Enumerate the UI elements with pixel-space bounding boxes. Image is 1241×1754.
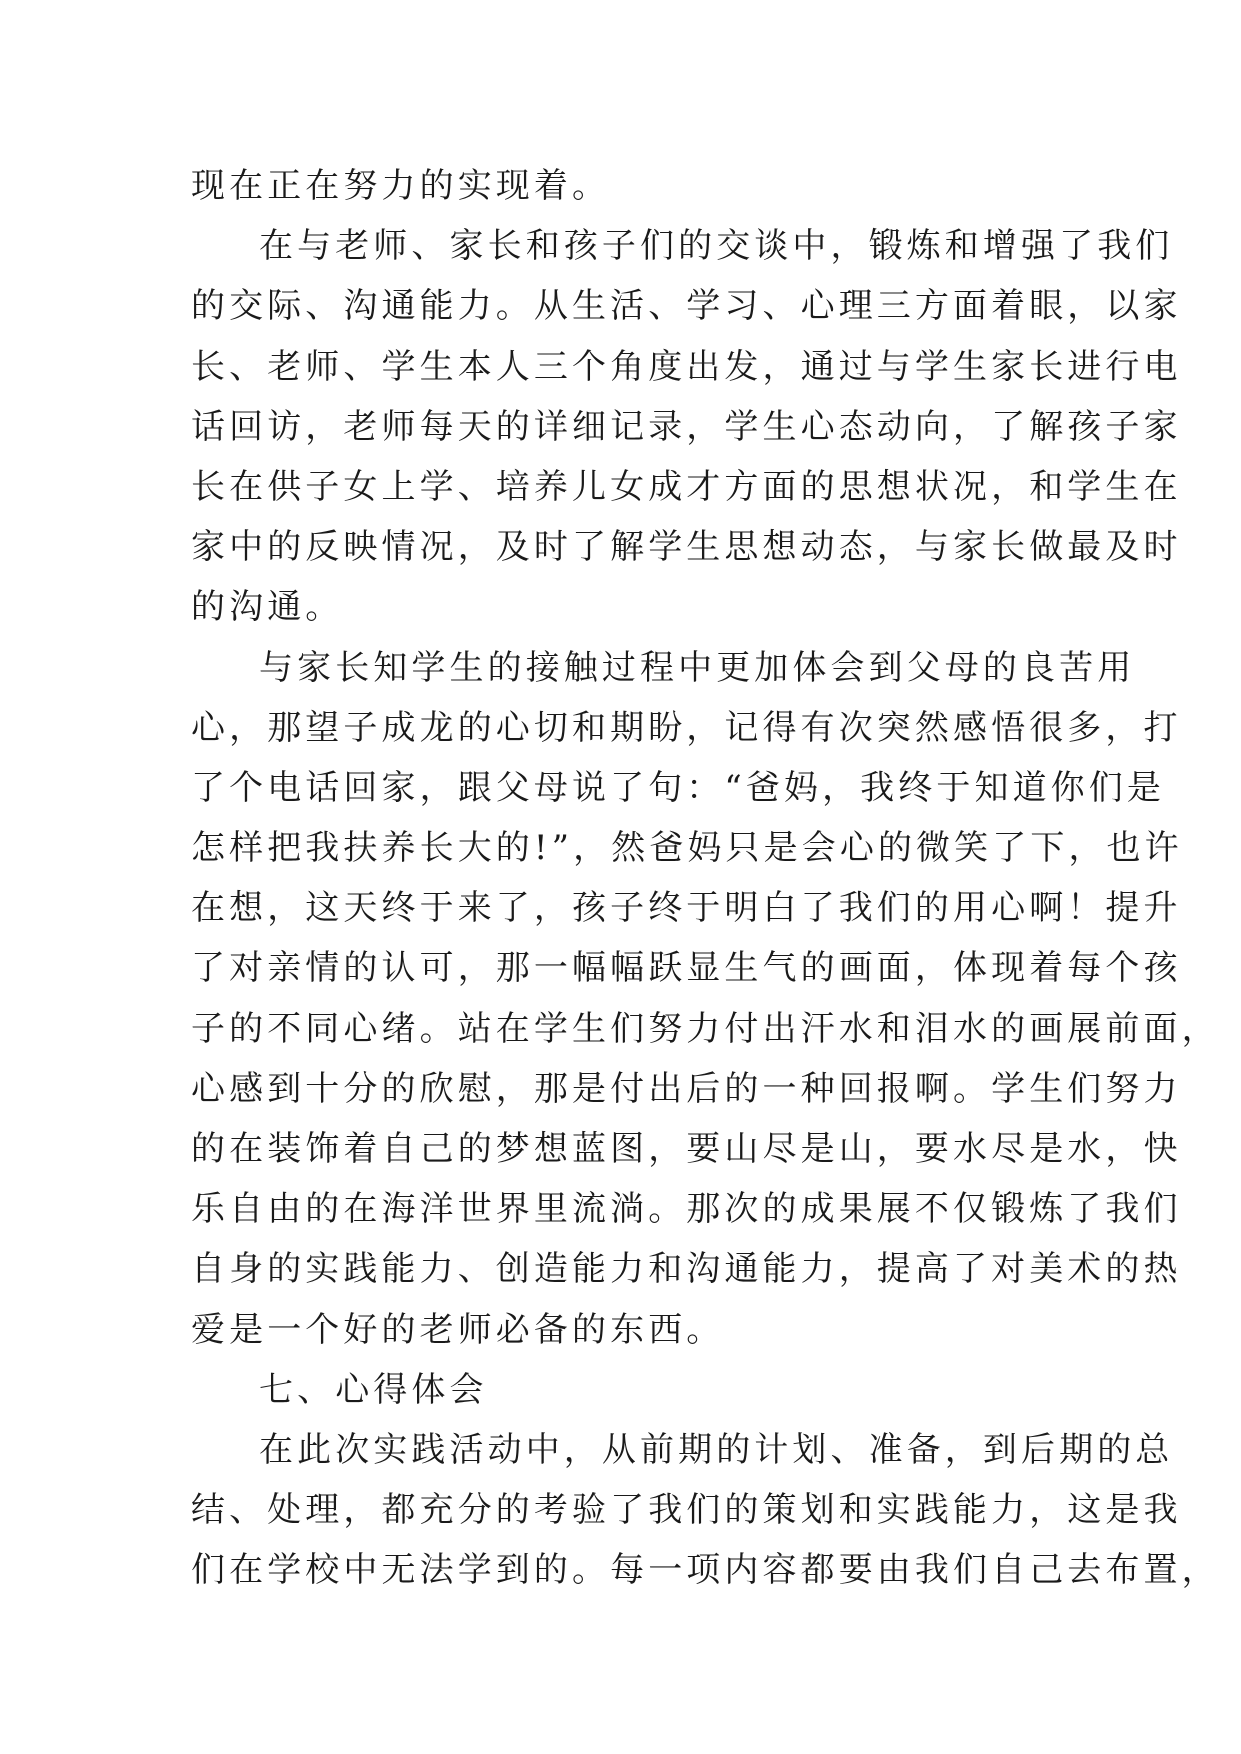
text-line: 的沟通。 <box>191 587 344 628</box>
text-line: 子的不同心绪。站在学生们努力付出汗水和泪水的画展前面， <box>191 1008 1220 1049</box>
text-line: 们在学校中无法学到的。每一项内容都要由我们自己去布置， <box>191 1550 1220 1591</box>
text-line: 心，那望子成龙的心切和期盼，记得有次突然感悟很多，打 <box>191 707 1182 748</box>
text-line: 家中的反映情况，及时了解学生思想动态，与家长做最及时 <box>191 527 1182 568</box>
section-heading: 七、心得体会 <box>259 1369 488 1410</box>
text-line: 怎样把我扶养长大的!”，然爸妈只是会心的微笑了下，也许 <box>191 828 1183 869</box>
text-line: 乐自由的在海洋世界里流淌。那次的成果展不仅锻炼了我们 <box>191 1189 1182 1230</box>
text-line: 心感到十分的欣慰，那是付出后的一种回报啊。学生们努力 <box>191 1068 1182 1109</box>
text-line: 在想，这天终于来了，孩子终于明白了我们的用心啊！提升 <box>191 888 1182 929</box>
text-line: 长在供子女上学、培养儿女成才方面的思想状况，和学生在 <box>191 466 1182 507</box>
text-line: 话回访，老师每天的详细记录，学生心态动向，了解孩子家 <box>191 406 1182 447</box>
text-line: 的在装饰着自己的梦想蓝图，要山尽是山，要水尽是水，快 <box>191 1129 1182 1169</box>
text-line: 了个电话回家，跟父母说了句：“爸妈，我终于知道你们是 <box>191 767 1165 808</box>
paragraph-start-line: 与家长知学生的接触过程中更加体会到父母的良苦用 <box>259 647 1136 688</box>
text-line: 长、老师、学生本人三个角度出发，通过与学生家长进行电 <box>191 346 1182 387</box>
paragraph-start-line: 在与老师、家长和孩子们的交谈中，锻炼和增强了我们 <box>259 226 1174 267</box>
text-line: 现在正在努力的实现着。 <box>191 166 611 206</box>
document-body <box>191 156 1220 1601</box>
paragraph-start-line: 在此次实践活动中，从前期的计划、准备，到后期的总 <box>259 1429 1174 1470</box>
text-line: 了对亲情的认可，那一幅幅跃显生气的画面，体现着每个孩 <box>191 948 1182 989</box>
text-line: 自身的实践能力、创造能力和沟通能力，提高了对美术的热 <box>191 1249 1182 1290</box>
text-line: 的交际、沟通能力。从生活、学习、心理三方面着眼，以家 <box>191 286 1182 327</box>
text-line: 爱是一个好的老师必备的东西。 <box>191 1309 725 1350</box>
text-line: 结、处理，都充分的考验了我们的策划和实践能力，这是我 <box>191 1490 1182 1531</box>
